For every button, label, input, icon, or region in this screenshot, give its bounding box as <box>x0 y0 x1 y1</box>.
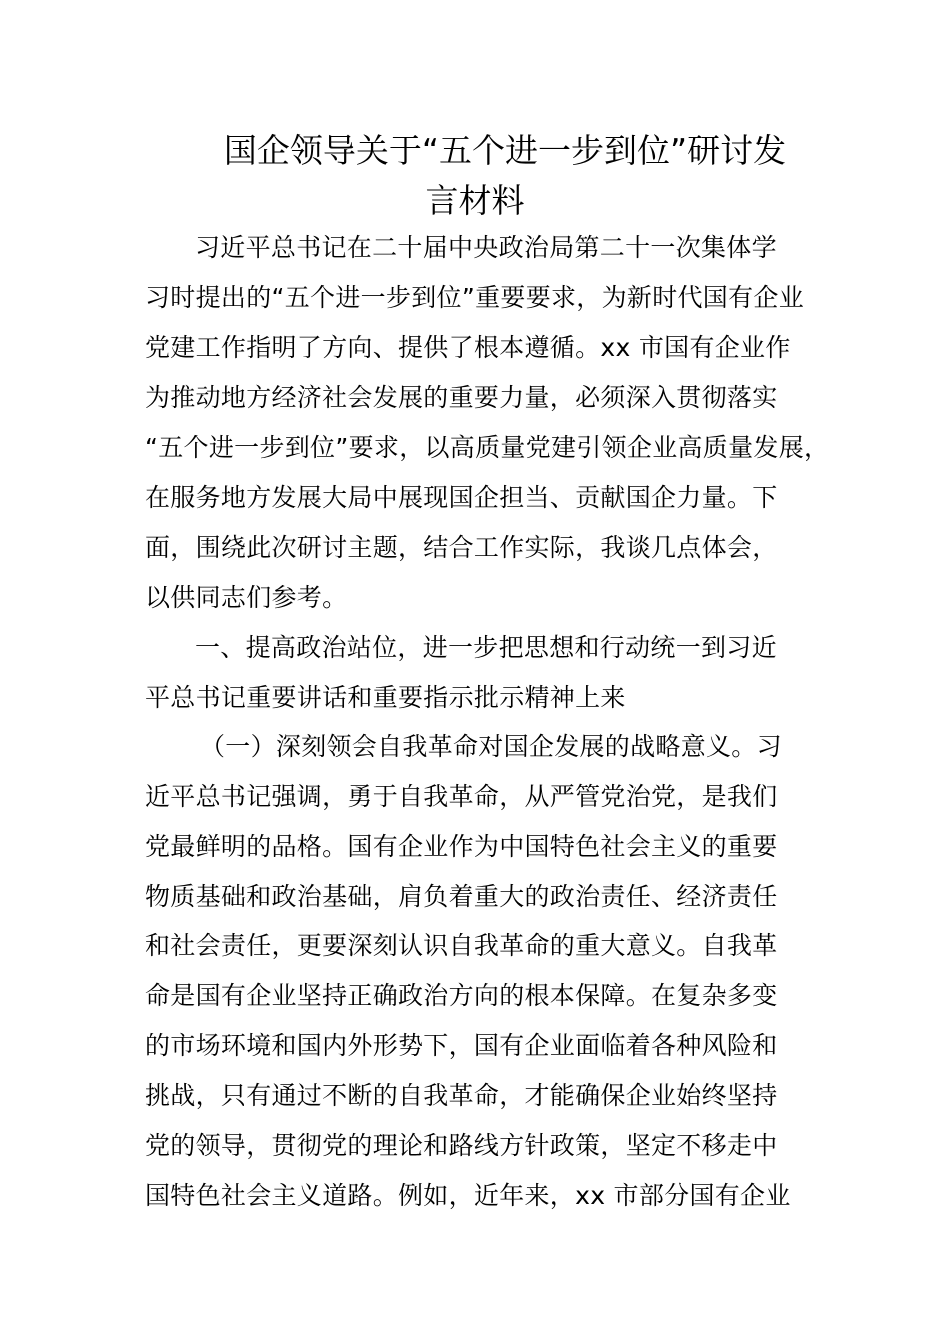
paragraph-line: 习近平总书记在二十届中央政治局第二十一次集体学 <box>195 233 777 262</box>
paragraph-line: 以供同志们参考。 <box>145 583 348 612</box>
document-title-line-1: 国企领导关于“五个进一步到位”研讨发 <box>223 131 787 170</box>
paragraph-line: （一）深刻领会自我革命对国企发展的战略意义。习 <box>200 732 782 761</box>
paragraph-line: 命是国有企业坚持正确政治方向的根本保障。在复杂多变 <box>145 981 778 1010</box>
paragraph-line: 国特色社会主义道路。例如，近年来，xx 市部分国有企业 <box>145 1181 791 1210</box>
paragraph-line: 党建工作指明了方向、提供了根本遵循。xx 市国有企业作 <box>145 333 791 362</box>
paragraph-line: 的市场环境和国内外形势下，国有企业面临着各种风险和 <box>145 1031 778 1060</box>
paragraph-line: “五个进一步到位”要求，以高质量党建引领企业高质量发展， <box>145 433 830 462</box>
paragraph-line: 和社会责任，更要深刻认识自我革命的重大意义。自我革 <box>145 931 778 960</box>
paragraph-line: 党最鲜明的品格。国有企业作为中国特色社会主义的重要 <box>145 832 778 861</box>
document-title-line-2: 言材料 <box>425 181 525 220</box>
paragraph-line: 党的领导，贯彻党的理论和路线方针政策，坚定不移走中 <box>145 1131 778 1160</box>
paragraph-line: 习时提出的“五个进一步到位”重要要求，为新时代国有企业 <box>145 283 805 312</box>
section-heading-line: 一、提高政治站位，进一步把思想和行动统一到习近 <box>195 633 777 662</box>
paragraph-line: 面，围绕此次研讨主题，结合工作实际，我谈几点体会， <box>145 533 778 562</box>
paragraph-line: 为推动地方经济社会发展的重要力量，必须深入贯彻落实 <box>145 383 778 412</box>
section-heading-line: 平总书记重要讲话和重要指示批示精神上来 <box>145 683 626 712</box>
paragraph-line: 物质基础和政治基础，肩负着重大的政治责任、经济责任 <box>145 882 778 911</box>
paragraph-line: 近平总书记强调，勇于自我革命，从严管党治党，是我们 <box>145 782 778 811</box>
paragraph-line: 挑战，只有通过不断的自我革命，才能确保企业始终坚持 <box>145 1081 778 1110</box>
paragraph-line: 在服务地方发展大局中展现国企担当、贡献国企力量。下 <box>145 483 778 512</box>
